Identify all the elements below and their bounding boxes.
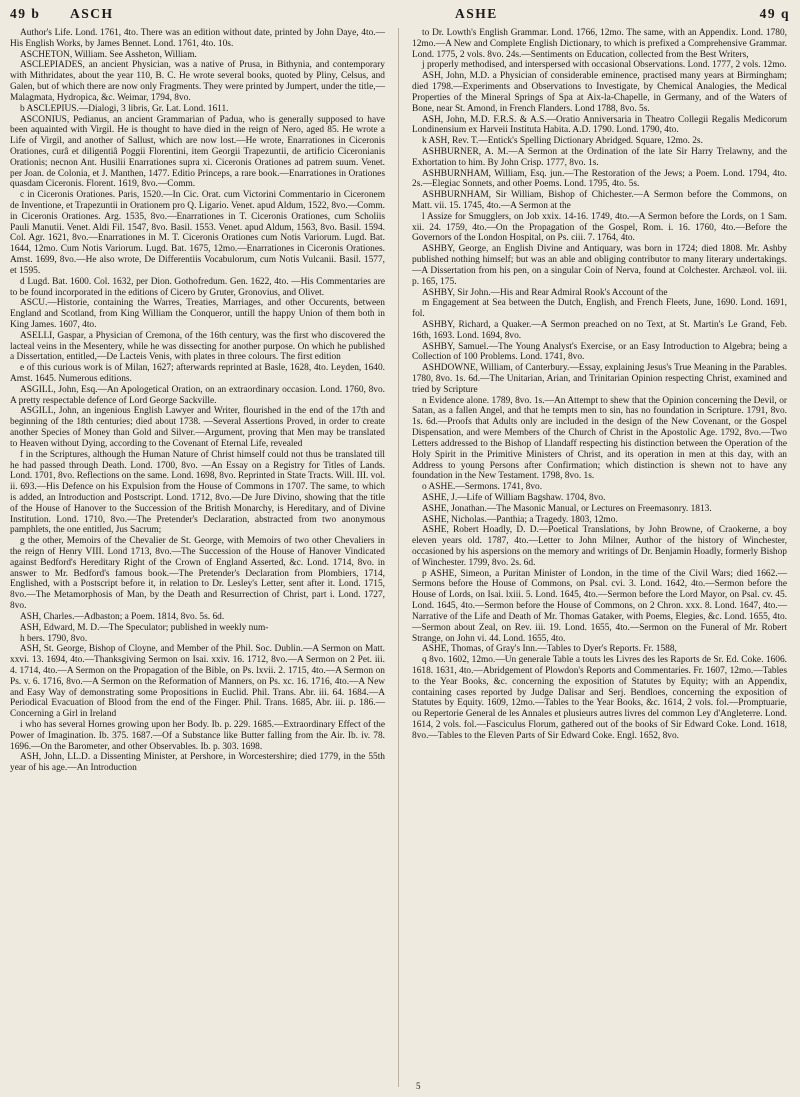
right-column	[412, 28, 787, 742]
bibliography-entry: ASH, John, M.D. F.R.S. & A.S.—Oratio Anniversaria in Theatro Collegii Regalis Medicorum Londinensium ex Harveii Instituta Habita. A.D. 1790. Lond. 1790, 4to.	[412, 114, 787, 136]
bibliography-entry: ASHBURNHAM, Sir William, Bishop of Chichester.—A Sermon before the Commons, on Matt. vii. 15. 1745, 4to.—A Sermon at the	[412, 190, 787, 211]
bibliography-entry: i who has several Hornes growing upon her Body. Ib. p. 229. 1685.—Extraordinary Effect of the Power of Imagination. Ib. 375. 1687.—Of a Substance like Butter falling from the Air. Ib. iv. 78. 1696.—On the Barometer, and other Observables. Ib. p. 303. 1698.	[10, 720, 385, 752]
bibliography-entry: ASH, John, M.D. a Physician of considerable eminence, practised many years at Birmingham; died 1798.—Experiments and Observations to Investigate, by Chemical Analogies, the Medical Properties of the Mineral Springs of Spa at Aix-la-Chapelle, in Germany, and of the Waters of Bone, near St. Amond, in French Flanders. Lond 1788, 8vo. 5s.	[412, 71, 787, 114]
bibliography-entry: ASHBY, Richard, a Quaker.—A Sermon preached on no Text, at St. Martin's Le Grand, Feb. 16th, 1693. Lond. 1694, 8vo.	[412, 319, 787, 341]
bibliography-entry: d Lugd. Bat. 1600. Col. 1632, per Dion. Gothofredum. Gen. 1622, 4to. —His Commentaries are to be found incorporated in the editions of Cicero by Gruter, Gronovius, and Olivet.	[10, 276, 385, 298]
running-header	[10, 6, 790, 26]
page-number-right: 49 q	[759, 6, 790, 21]
bibliography-entry: n Evidence alone. 1789, 8vo. 1s.—An Attempt to shew that the Opinion concerning the Devil, or Satan, as a fallen Angel, and that he tempts men to sin, has no foundation in Scripture. 1791, 8vo. 1s. 6d.—Proofs that Adults only are included in the design of the New Covenant, or the Gospel Dispensation, and were Members of the Church of Christ in the Apostolic Age. 1792, 8vo.—Two Letters addressed to the Bishop of Llandaff respecting his distinction between the Operation of the Holy Spirit in the Primitive Ministers of Christ, and its operation in men at this day, with an Address to young Persons after Confirmation; which distinction is shewn not to have any foundation in the New Testament. 1798, 8vo. 1s.	[412, 395, 787, 482]
bibliography-entry: ASCLEPIADES, an ancient Physician, was a native of Prusa, in Bithynia, and contemporary with Mithridates, about the year 110, B. C. He wrote several books, quoted by Pliny, Celsus, and Galen, but of which there are now only Fragments. They were printed by Jumpert, under the title,—Malagmata, Hydropica, &c. Weimar, 1794, 8vo.	[10, 60, 385, 103]
bibliography-entry: g the other, Memoirs of the Chevalier de St. George, with Memoirs of two other Chevaliers in the reign of Henry VIII. Lond 1713, 8vo.—The Succession of the House of Hanover Vindicated against Bedford's Hereditary Right of the Crown of England Asserted, &c. Lond. 1714, 8vo. in answer to Mr. Bedford's famous book.—The Pretender's Declaration from Plombiers, 1714, Englished, with a Postscript before it, in relation to Dr. Lesley's Letter, sent after it. Lond. 1715, 8vo.—The Metamorphosis of Man, by the Death and Resurrection of Christ, part i. Lond. 1727, 8vo.	[10, 536, 385, 612]
bibliography-entry: ASGILL, John, an ingenious English Lawyer and Writer, flourished in the end of the 17th and beginning of the 18th centuries; died about 1738. —Several Assertions Proved, in order to create another Species of Money than Gold and Silver.—Argument, proving that Men may be translated to Heaven without Dying, according to the Covenant of Eternal Life, revealed	[10, 406, 385, 449]
bibliography-entry: ASGILL, John, Esq.—An Apologetical Oration, on an extraordinary occasion. Lond. 1760, 8vo. A pretty respectable defence of Lord George Sackville.	[10, 384, 385, 406]
bibliography-entry: ASHBURNHAM, William, Esq. jun.—The Restoration of the Jews; a Poem. Lond. 1794, 4to. 2s.—Elegiac Sonnets, and other Poems. Lond. 1795, 4to. 5s.	[412, 168, 787, 190]
bibliography-entry: ASCHETON, William. See Assheton, William.	[20, 49, 197, 60]
bibliography-entry: ASHE, Nicholas.—Panthia; a Tragedy. 1803, 12mo.	[422, 514, 618, 525]
bibliography-entry: ASHBURNER, A. M.—A Sermon at the Ordination of the late Sir Harry Trelawny, and the Exhortation to him. By John Crisp. 1777, 8vo. 1s.	[412, 146, 787, 168]
bibliography-entry: ASH, St. George, Bishop of Cloyne, and Member of the Phil. Soc. Dublin.—A Sermon on Matt. xxvi. 13. 1694, 4to.—Thanksgiving Sermon on Isai. xxiv. 16. 1712, 8vo.—A Sermon on 2 Pet. iii. 4. 1714, 4to.—A Sermon on the Propagation of the Bible, on Ps. lxvii. 2. 1715, 4to.—A Sermon on Ps. v. 6. 1716, 8vo.—A Sermon on the Reformation of Manners, on Ps. xc. 16. 1716, 4to.—A New and Easy Way of demonstrating some Propositions in Euclid. Phil. Trans. Abr. iii. 64. 1684.—A Periodical Evacuation of Blood from the end of the Finger. Phil. Trans. 1685, Abr. iii. p. 186.—Concerning a Girl in Ireland	[10, 644, 385, 720]
bibliography-entry: ASCONIUS, Pedianus, an ancient Grammarian of Padua, who is generally supposed to have been aquainted with Virgil. He is thought to have died in the reign of Nero, aged 85. He wrote a Life of Virgil, and another of Sallust, which are now lost.—He wrote, Enarrationes in Ciceronis Orationes, curâ et diligentiâ Poggii Florentini, item Georgii Trapezuntii, de artificio Ciceronianis Orationis; necnon Ant. Husilii Enarrationes supra xi. Ciceronis Orationes ad patrem suum. Venet. per Joan. de Colonia, et J. Manthen, 1477. Editio Princeps, a rare book.—Enarrationes in Orationes quasdam Ciceronis. Florent. 1619, 8vo.—Comm.	[10, 114, 385, 190]
bibliography-entry: ASHBY, Sir John.—His and Rear Admiral Rook's Account of the	[422, 287, 668, 298]
bibliography-entry: j properly methodised, and interspersed with occasional Observations. Lond. 1777, 2 vols. 12mo.	[422, 60, 787, 71]
bibliography-entry: ASH, John, LL.D. a Dissenting Minister, at Pershore, in Worcestershire; died 1779, in the 55th year of his age.—An Introduction	[10, 752, 385, 774]
bibliography-entry: ASH, Charles.—Adbaston; a Poem. 1814, 8vo. 5s. 6d.	[20, 611, 225, 622]
bibliography-entry: q 8vo. 1602, 12mo.—Un generale Table a touts les Livres des les Raports de Sr. Ed. Coke. 1606. 1618. 1631, 4to.—Abridgement of Plowdon's Reports and Commentaries. Fr. 1607, 12mo.—Tables to the Year Books, &c. concerning the exposition of Statutes by Equity; with an Appendix, containing cases reported by Judge Dalisar and Serj. Bendloes, concerning the exposition of Statutes by Equity. 1609, 12mo.—Tables to the Year Books, &c. 1614, 2 vols. fol.—Promptuarie, ou Repertorie General de les Annales et plusieurs autres livres del common Ley d'Angleterre. Lond. 1614, 2 vols. fol.—Fasciculus Florum, gathered out of the books of Sir Edward Coke. Lond. 1618, 8vo.—Tables to the Eleven Parts of Sir Edward Coke. Engl. 1652, 8vo.	[412, 655, 787, 741]
bibliography-entry: k ASH, Rev. T.—Entick's Spelling Dictionary Abridged. Square, 12mo. 2s.	[422, 136, 703, 147]
bibliography-entry: to Dr. Lowth's English Grammar. Lond. 1766, 12mo. The same, with an Appendix. Lond. 1780, 12mo.—A New and Complete English Dictionary, to which is prefixed a Comprehensive Grammar. Lond. 1775, 2 vols. 8vo. 24s.—Sentiments on Education, collected from the Best Writers,	[412, 28, 787, 60]
running-head-right: ASHE	[455, 6, 498, 21]
bibliography-entry: c in Ciceronis Orationes. Paris, 1520.—In Cic. Orat. cum Victorini Commentario in Ciceronem de Inventione, et Trapezuntii in Orationem pro Q. Ligario. Venet. apud Aldum, 1522, 8vo.—Comm. in Ciceronis Orationes. Arg. 1535, 8vo.—Enarrationes in T. Ciceronis Orationes, cum Scholiis Pauli Manutii. Venet. Aldi Fil. 1547, 8vo. Basil. 1553. Venet. apud Aldum, 1563, 8vo. Basil. 1594. Col. Agr. 1621, 8vo.—Enarrationes in M. T. Ciceronis Orationes cum Notis Variorum. Lugd. Bat. 1644, 12mo. Cum Notis Variorum. Lugd. Bat. 1675, 12mo.—Enarrationes in Ciceronis Orationes. Amst. 1699, 8vo.—He also wrote, De Differentiis Vocabulorum, cum Notis Vulcanii. Basil. 1577, et 1595.	[10, 190, 385, 276]
bibliography-entry: ASHBY, Samuel.—The Young Analyst's Exercise, or an Easy Introduction to Algebra; being a Collection of 100 Problems. Lond. 1741, 8vo.	[412, 341, 787, 363]
bibliography-entry: b ASCLEPIUS.—Dialogi, 3 libris, Gr. Lat. Lond. 1611.	[20, 103, 229, 114]
bibliography-entry: ASHE, Thomas, of Gray's Inn.—Tables to Dyer's Reports. Fr. 1588,	[422, 644, 677, 655]
bibliography-entry: ASH, Edward, M. D.—The Speculator; published in weekly num-	[20, 622, 269, 633]
column-divider	[398, 28, 399, 1087]
bibliography-entry: e of this curious work is of Milan, 1627; afterwards reprinted at Basle, 1628, 4to. Leyden, 1640. Amst. 1645. Numerous editions.	[10, 363, 385, 384]
bibliography-entry: ASHE, Jonathan.—The Masonic Manual, or Lectures on Freemasonry. 1813.	[422, 503, 712, 514]
bibliography-entry: ASCU.—Historie, containing the Warres, Treaties, Marriages, and other Occurents, between England and Scotland, from King William the Conqueror, untill the happy Union of them both in King James. 1607, 4to.	[10, 298, 385, 330]
bibliography-entry: p ASHE, Simeon, a Puritan Minister of London, in the time of the Civil Wars; died 1662.—Sermons before the House of Commons, on Psal. cvi. 3. Lond. 1642, 4to.—Sermon before the House of Lords, on Isai. lxiii. 5. Lond. 1645, 4to.—Sermon before the Lord Mayor, on Psal. cv. 45. Lond. 1645, 4to.—Sermon before the House of Commons, on 2 Chron. xxx. 8. Lond. 1647, 4to.—Narrative of the Life and Death of Mr. Thomas Gataker, with Poems, Elegies, &c. Lond. 1655, 4to.—Sermon about Zeal, on Rev. iii. 19. Lond. 1655, 4to.—Sermon on the Funeral of Mr. Robert Strange, on John vi. 44. Lond. 1655, 4to.	[412, 568, 787, 644]
bibliography-entry: ASHDOWNE, William, of Canterbury.—Essay, explaining Jesus's True Meaning in the Parables. 1780, 8vo. 1s. 6d.—The Unitarian, Arian, and Trinitarian Opinion respecting Christ, examined and tried by Scripture	[412, 363, 787, 395]
left-column	[10, 28, 385, 774]
signature-mark: 5	[416, 1081, 421, 1091]
bibliography-entry: h bers. 1790, 8vo.	[20, 633, 88, 644]
bibliography-entry: ASHBY, George, an English Divine and Antiquary, was born in 1724; died 1808. Mr. Ashby published nothing himself; but was an able and obliging contributor to many literary undertakings.—A Dissertation from his pen, on a singular Coin of Nerva, found at Colchester. Archæol. vol. iii. p. 165, 175.	[412, 244, 787, 287]
bibliography-entry: ASHE, J.—Life of William Bagshaw. 1704, 8vo.	[422, 492, 606, 503]
bibliography-entry: l Assize for Smugglers, on Job xxix. 14-16. 1749, 4to.—A Sermon before the Lords, on 1 Sam. xii. 24. 1759, 4to.—On the Propagation of the Gospel, Rom. i. 16. 1760, 4to.—Before the Governors of the London Hospital, on Ps. ciii. 7. 1764, 4to.	[412, 211, 787, 244]
bibliography-entry: Author's Life. Lond. 1761, 4to. There was an edition without date, printed by John Daye, 4to.—His English Works, by James Bennet. Lond. 1761, 4to. 10s.	[10, 28, 385, 49]
bibliography-entry: f in the Scriptures, although the Human Nature of Christ himself could not thus be translated till he had passed through Death. Lond. 1700, 8vo. —An Essay on a Registry for Titles of Lands. Lond. 1701, 8vo. Reflections on the same. Lond. 1698, 8vo. Reprinted in State Tracts. Will. III. vol. ii. 693.—His Defence on his Expulsion from the House of Commons in 1707. The same, to which is added, an Introduction and Postscript. Lond. 1712, 8vo.—De Jure Divino, showing that the title of the House of Hanover to the Succession of the British Monarchy, is Hereditary, and of Divine Institution. Lond. 1710, 8vo.—The Pretender's Declaration, abstracted from two anonymous pamphlets, the one entitled, Jus Sacrum;	[10, 449, 385, 536]
running-head-left: ASCH	[70, 6, 114, 21]
bibliography-entry: ASELLI, Gaspar, a Physician of Cremona, of the 16th century, was the first who discovered the lacteal veins in the Mesentery, while he was dissecting for another purpose. On which he published a Dissertation, entitled,—De Lacteis Venis, with plates in three colours. The first edition	[10, 330, 385, 363]
bibliography-entry: m Engagement at Sea between the Dutch, English, and French Fleets, June, 1690. Lond. 1691, fol.	[412, 298, 787, 320]
page-number-left: 49 b	[10, 6, 41, 21]
bibliography-entry: ASHE, Robert Hoadly, D. D.—Poetical Translations, by John Browne, of Craokerne, a boy eleven years old. 1787, 4to.—Letter to John Milner, Author of the history of Winchester, occasioned by his aspersions on the memory and writings of Dr. Benjamin Hoadly, formerly Bishop of Winchester. 1799, 8vo. 2s. 6d.	[412, 525, 787, 568]
bibliography-entry: o ASHE.—Sermons. 1741, 8vo.	[422, 482, 543, 493]
